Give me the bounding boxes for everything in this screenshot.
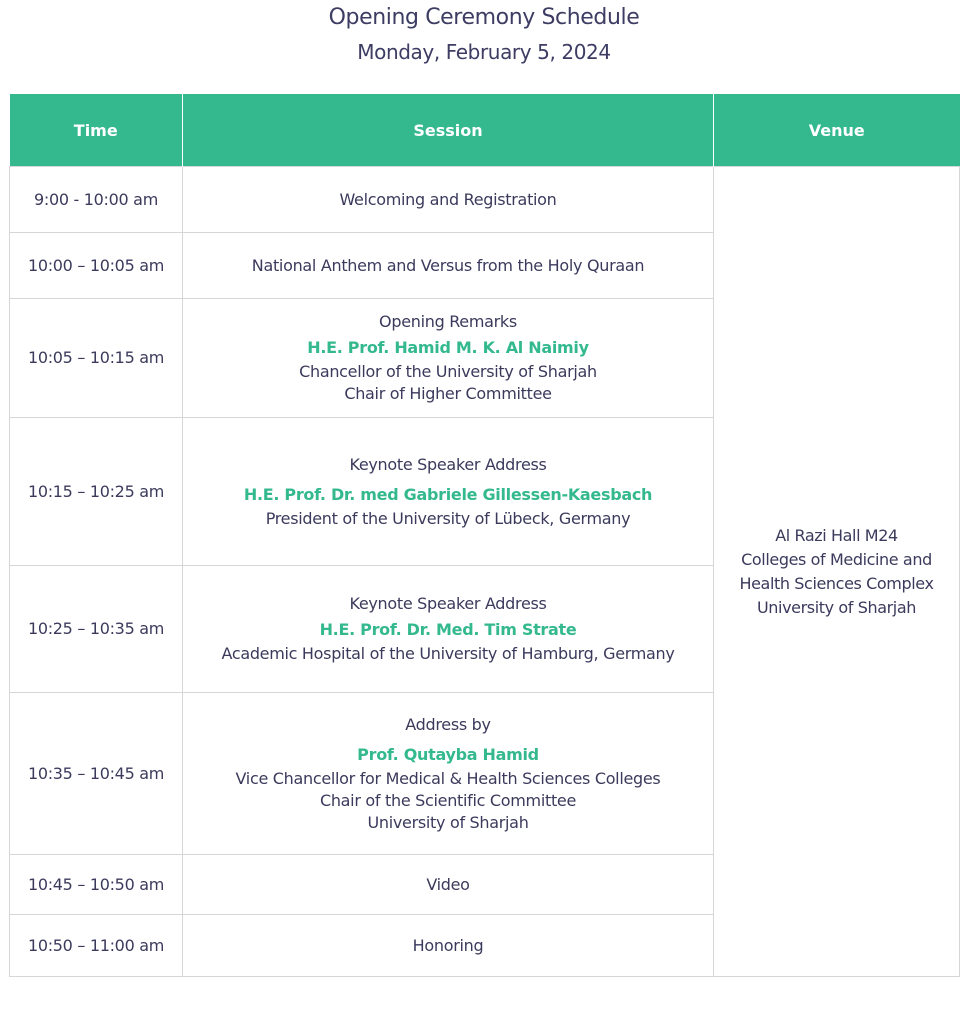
session-title: Honoring bbox=[412, 935, 484, 955]
session-title: Address by bbox=[405, 714, 491, 734]
session-title: Opening Remarks bbox=[379, 312, 517, 331]
time-cell: 10:50 – 11:00 am bbox=[10, 915, 183, 977]
session-cell bbox=[183, 167, 714, 233]
time-cell: 10:45 – 10:50 am bbox=[10, 855, 183, 915]
speaker-detail: Chair of Higher Committee bbox=[344, 384, 552, 403]
event-date: Monday, February 5, 2024 bbox=[357, 40, 611, 64]
time-cell: 10:00 – 10:05 am bbox=[10, 233, 183, 299]
speaker-detail: Academic Hospital of the University of Hamburg, Germany bbox=[221, 644, 675, 663]
time-cell: 9:00 - 10:00 am bbox=[10, 167, 183, 233]
venue-hall: Al Razi Hall M24 bbox=[775, 525, 898, 545]
session-cell bbox=[183, 233, 714, 299]
time-cell: 10:05 – 10:15 am bbox=[10, 299, 183, 418]
venue-cell bbox=[714, 167, 960, 977]
time-cell: 10:25 – 10:35 am bbox=[10, 566, 183, 693]
session-title: Video bbox=[426, 874, 470, 894]
speaker-name: H.E. Prof. Dr. Med. Tim Strate bbox=[319, 620, 577, 639]
speaker-name: H.E. Prof. Dr. med Gabriele Gillessen-Kaesbach bbox=[243, 484, 653, 504]
speaker-detail: University of Sharjah bbox=[367, 812, 529, 832]
page-title: Opening Ceremony Schedule bbox=[328, 5, 640, 30]
session-title: Keynote Speaker Address bbox=[349, 454, 547, 474]
speaker-detail: Vice Chancellor for Medical & Health Sciences Colleges bbox=[235, 768, 661, 788]
session-title: National Anthem and Versus from the Holy Quraan bbox=[251, 255, 645, 275]
venue-university: University of Sharjah bbox=[757, 597, 916, 617]
table-header-row bbox=[10, 94, 960, 167]
column-header-session: Session bbox=[183, 94, 714, 167]
column-header-venue: Venue bbox=[714, 94, 960, 167]
session-title: Welcoming and Registration bbox=[339, 189, 557, 209]
session-title: Keynote Speaker Address bbox=[349, 594, 547, 613]
speaker-detail: Chair of the Scientific Committee bbox=[319, 790, 577, 810]
venue-complex: Health Sciences Complex bbox=[739, 573, 934, 593]
speaker-name: H.E. Prof. Hamid M. K. Al Naimiy bbox=[307, 338, 589, 357]
session-cell bbox=[183, 855, 714, 915]
time-cell: 10:15 – 10:25 am bbox=[10, 418, 183, 566]
speaker-detail: Chancellor of the University of Sharjah bbox=[299, 362, 597, 381]
session-cell bbox=[183, 915, 714, 977]
column-header-time: Time bbox=[10, 94, 183, 167]
venue-colleges: Colleges of Medicine and bbox=[741, 549, 932, 569]
time-cell: 10:35 – 10:45 am bbox=[10, 693, 183, 855]
session-cell bbox=[183, 693, 714, 855]
schedule-table bbox=[9, 94, 960, 977]
table-row bbox=[10, 167, 960, 233]
speaker-detail: President of the University of Lübeck, Germany bbox=[265, 508, 631, 528]
session-cell bbox=[183, 299, 714, 418]
session-cell bbox=[183, 566, 714, 693]
session-cell bbox=[183, 418, 714, 566]
speaker-name: Prof. Qutayba Hamid bbox=[357, 744, 539, 764]
